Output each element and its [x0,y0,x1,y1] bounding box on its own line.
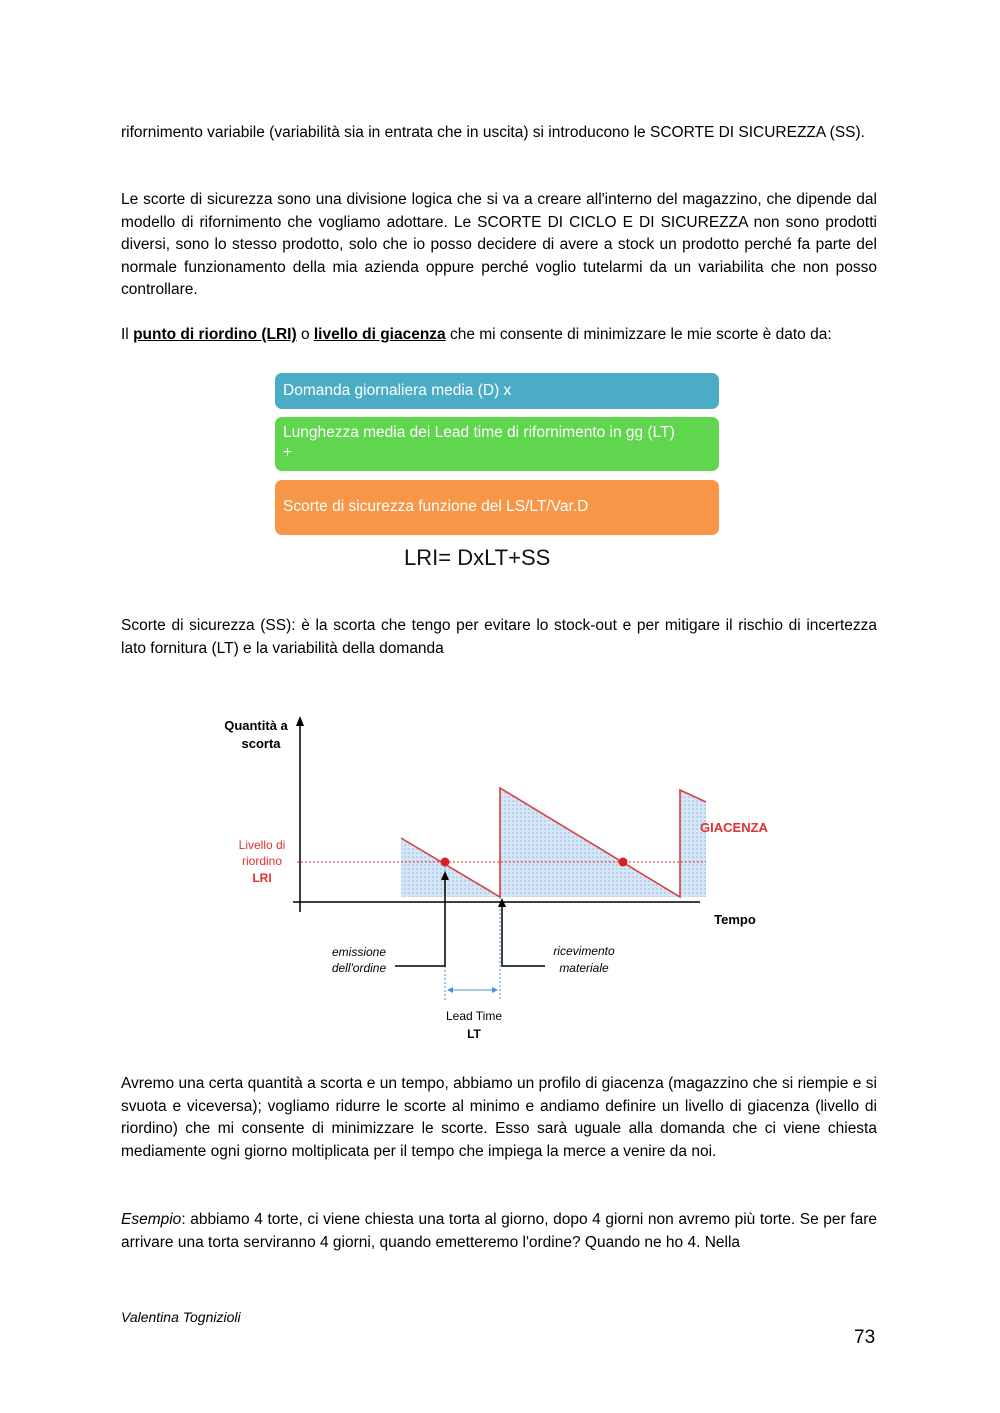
formula-box-demand-text: Domanda giornaliera media (D) x [283,382,512,399]
page-number: 73 [854,1327,876,1348]
example-text: : abbiamo 4 torte, ci viene chiesta una torta al giorno, dopo 4 giorni non avremo più torte. Se per fare arrivare una torta serviranno 4 giorni, quando emetteremo l'ordine? Quando ne ho 4. Nella [121,1211,877,1251]
reorder-label-1: Livello di [238,838,286,852]
formula-box-leadtime-text: Lunghezza media dei Lead time di rifornimento in gg (LT) [283,424,675,441]
reorder-text-post: che mi consente di minimizzare le mie scorte è dato da: [445,326,832,343]
formula-box-leadtime-plus: + [283,444,293,461]
leadtime-label-1: Lead Time [445,1009,503,1023]
formula-box-demand [275,373,719,409]
receipt-label-2: materiale [559,961,609,975]
paragraph-safety-definition: Scorte di sicurezza (SS): è la scorta che tengo per evitare lo stock-out e per mitigare il rischio di incertezza lato fornitura (LT) e la variabilità della domanda [121,617,877,657]
leadtime-arrow-left [447,987,453,993]
reorder-label-2: riordino [241,854,283,868]
paragraph-reorder-point [121,324,877,347]
receipt-label-1: ricevimento [553,944,615,958]
reorder-point-1 [441,858,450,867]
reorder-text-mid: o [296,326,314,343]
formula-lri: LRI= DxLT+SS [404,545,551,570]
y-axis-label-1: Quantità a [224,718,288,733]
formula-box-safety-text: Scorte di sicurezza funzione del LS/LT/Var.D [283,498,589,515]
reorder-point-2 [619,858,628,867]
reorder-text-pre: Il [121,326,134,343]
emission-label-1: emissione [331,945,387,959]
leadtime-arrow-right [492,987,498,993]
formula-box-safety [275,480,719,535]
reorder-label-3: LRI [252,871,272,885]
footer-author: Valentina Tognizioli [121,1309,241,1325]
receipt-arrow [502,905,545,966]
paragraph-intro: rifornimento variabile (variabilità sia in entrata che in uscita) si introducono le SCORTE DI SICUREZZA (SS). [121,124,865,141]
y-axis-arrow [296,716,304,726]
x-axis-label: Tempo [714,912,756,927]
paragraph-stock-profile: Avremo una certa quantità a scorta e un tempo, abbiamo un profilo di giacenza (magazzino che si riempie e si svuota e viceversa); vogliamo ridurre le scorte al minimo e andiamo definire un livello di giacenza (livello di riordino) che mi consente di minimizzare le scorte. Esso sarà uguale alla domanda che ci viene chiesta mediamente ogni giorno moltiplicata per il tempo che impiega la merce a venire da noi. [121,1075,877,1160]
term-reorder-point: punto di riordino (LRI) [133,326,297,343]
formula-box-leadtime [275,417,719,471]
term-stock-level: livello di giacenza [313,326,446,343]
y-axis-label-2: scorta [241,736,281,751]
inventory-diagram [0,700,1000,1060]
paragraph-safety-stock: Le scorte di sicurezza sono una divisione logica che si va a creare all'interno del magazzino, che dipende dal modello di rifornimento che vogliamo adottare. Le SCORTE DI CICLO E DI SICUREZZA non sono prodotti diversi, sono lo stesso prodotto, solo che io posso decidere di avere a stock un prodotto perché fa parte del normale funzionamento della mia azienda oppure perché voglio tutelarmi da un variabilita che non posso controllare. [121,191,877,298]
giacenza-label: GIACENZA [700,820,768,835]
leadtime-label-2: LT [467,1027,481,1041]
emission-label-2: dell'ordine [331,961,387,975]
stock-area-3 [680,790,706,897]
paragraph-example [121,1209,877,1254]
example-label: Esempio [121,1211,182,1228]
